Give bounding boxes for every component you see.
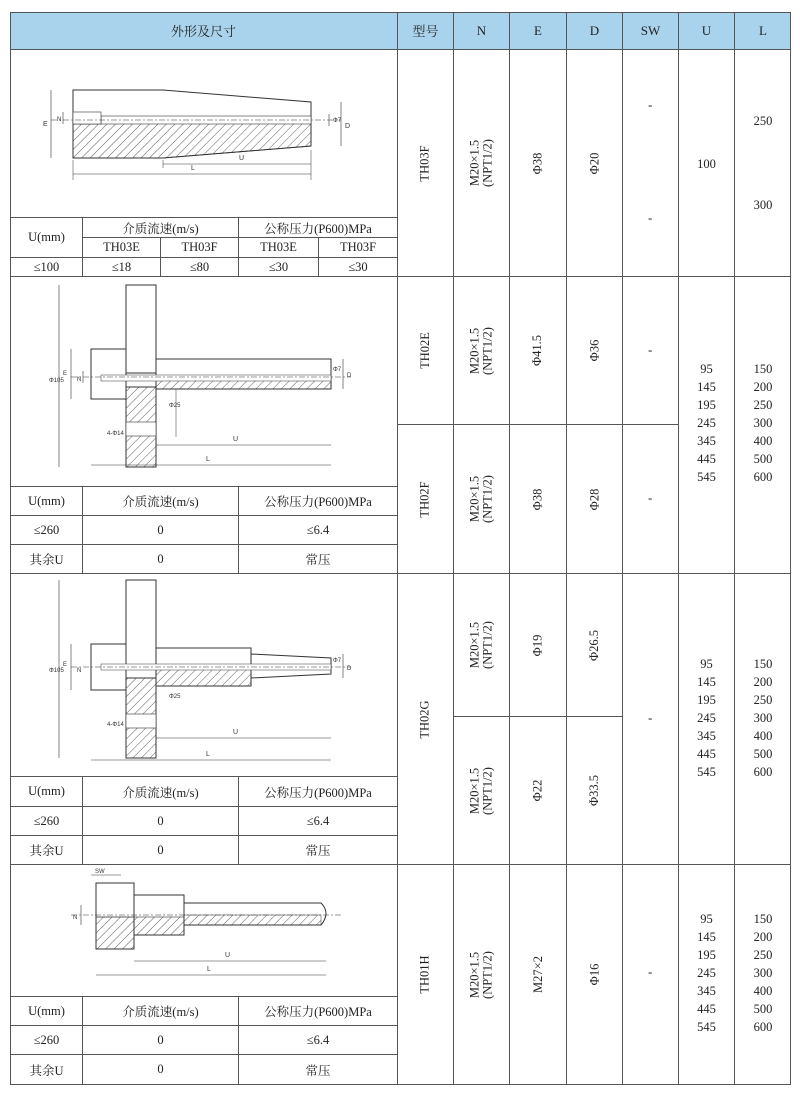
- dim-sw-label: SW: [95, 869, 105, 875]
- s3-row1-flow: 0: [157, 813, 164, 828]
- dim-l-label-2: L: [206, 456, 210, 463]
- s1-th03f-a: TH03F: [181, 240, 218, 254]
- s3-l-list: 150 200 250 300 400 500 600: [753, 657, 773, 779]
- dim-l-label: L: [191, 165, 195, 172]
- dim-u-label-2: U: [233, 436, 239, 443]
- dim-phi105-label-3: Φ105: [49, 668, 64, 674]
- dim-l-label-4: L: [207, 966, 211, 973]
- s4-row2-flow: 0: [157, 1062, 164, 1076]
- s1-l-1: 250: [753, 113, 773, 128]
- s4-l-list: 150 200 250 300 400 500 600: [753, 912, 773, 1034]
- s3-e-a: Φ19: [530, 634, 545, 656]
- s2-l-list: 150 200 250 300 400 500 600: [753, 362, 773, 484]
- th02e-th02f-drawing: [11, 277, 397, 485]
- s2-d-b: Φ28: [586, 488, 601, 510]
- s2-u-list: 95 145 195 245 345 445 545: [697, 362, 716, 484]
- s3-row2-u: 其余U: [29, 844, 64, 858]
- header-sw: SW: [623, 12, 678, 49]
- dim-phi25-label-3: Φ25: [169, 694, 181, 700]
- s4-model: TH01H: [417, 955, 432, 994]
- s4-row2-u: 其余U: [29, 1063, 64, 1078]
- s2-flow-header: 介质流速(m/s): [122, 495, 199, 509]
- s2-n-b: M20×1.5 (NPT1/2): [467, 475, 495, 523]
- s1-e: Φ38: [530, 152, 545, 174]
- s1-u: 100: [697, 156, 716, 171]
- s2-sw-a: -: [648, 342, 653, 357]
- s4-row1-u: ≤260: [33, 1032, 60, 1047]
- dim-phi14-label-3: 4-Φ14: [107, 722, 124, 728]
- s2-n-a: M20×1.5 (NPT1/2): [467, 326, 495, 375]
- dim-e-label-2: E: [63, 371, 68, 377]
- s2-d-a: Φ36: [586, 339, 601, 362]
- s3-e-b: Φ22: [530, 779, 545, 802]
- header-shape: 外形及尺寸: [10, 12, 397, 49]
- dim-phi7-label-3: Φ7: [333, 658, 342, 664]
- s2-u-mm: U(mm): [28, 493, 65, 508]
- s3-n-a: M20×1.5 (NPT1/2): [467, 621, 495, 669]
- s4-flow-header: 介质流速(m/s): [122, 1005, 199, 1019]
- s4-row2-pressure: 常压: [305, 1063, 331, 1078]
- s2-row2-pressure: 常压: [305, 553, 331, 567]
- s2-row2-u: 其余U: [29, 553, 64, 567]
- th02g-drawing: [11, 574, 397, 775]
- dim-u-label-4: U: [225, 952, 231, 959]
- header-model: 型号: [398, 12, 453, 49]
- s4-row1-pressure: ≤6.4: [306, 1032, 330, 1047]
- s4-n: M20×1.5 (NPT1/2): [467, 950, 495, 999]
- s1-row-th03e-pressure: ≤30: [268, 259, 289, 274]
- header-l: L: [735, 12, 791, 49]
- s2-e-a: Φ41.5: [530, 334, 545, 367]
- s3-u-list: 95 145 195 245 345 445 545: [697, 657, 716, 779]
- s2-model-a: TH02E: [418, 332, 432, 369]
- dim-n-label-4: N: [73, 915, 78, 921]
- s2-sw-b: -: [648, 490, 653, 505]
- s3-flow-header: 介质流速(m/s): [122, 785, 199, 800]
- s2-row1-u: ≤260: [33, 522, 60, 537]
- dim-n-label-3: N: [77, 668, 82, 674]
- s3-n-b: M20×1.5 (NPT1/2): [467, 766, 495, 815]
- s2-row1-pressure: ≤6.4: [306, 522, 330, 537]
- header-n: N: [454, 12, 509, 49]
- s1-l-2: 300: [753, 197, 773, 212]
- header-e: E: [510, 12, 566, 49]
- s3-d-a: Φ26.5: [586, 629, 601, 661]
- s1-row-th03e-flow: ≤18: [111, 259, 132, 274]
- s1-pressure-header: 公称压力(P600)MPa: [264, 221, 372, 236]
- dim-phi7-label: Φ7: [333, 118, 342, 124]
- dim-n-label-2: N: [77, 377, 82, 383]
- s1-flow-header: 介质流速(m/s): [122, 221, 199, 236]
- s4-u-list: 95 145 195 245 345 445 545: [697, 912, 716, 1034]
- dim-phi25-label: Φ25: [169, 403, 181, 409]
- s4-u-mm: U(mm): [28, 1003, 65, 1018]
- dim-phi105-label: Φ105: [49, 378, 64, 384]
- dim-e-label: E: [43, 121, 48, 128]
- s1-th03e-b: TH03E: [260, 240, 297, 254]
- s3-row1-pressure: ≤6.4: [306, 813, 330, 828]
- dim-u-label-3: U: [233, 729, 239, 736]
- s2-model-b: TH02F: [418, 480, 432, 518]
- dim-n-label: N: [57, 117, 62, 123]
- dim-e-label-3: E: [63, 662, 68, 668]
- s4-e: M27×2: [530, 956, 545, 993]
- s3-row2-pressure: 常压: [305, 844, 331, 858]
- dim-phi14-label: 4-Φ14: [107, 431, 124, 437]
- s3-sw: -: [648, 710, 653, 725]
- s3-model: TH02G: [417, 699, 432, 739]
- s3-row1-u: ≤260: [33, 813, 60, 828]
- header-u: U: [679, 12, 734, 49]
- s4-d: Φ16: [586, 963, 601, 986]
- s3-d-b: Φ33.5: [586, 774, 601, 807]
- s3-pressure-header: 公称压力(P600)MPa: [264, 785, 372, 800]
- dim-d-label-3: D: [347, 666, 352, 672]
- s4-row1-flow: 0: [157, 1032, 164, 1047]
- s2-row1-flow: 0: [157, 522, 164, 537]
- s3-row2-flow: 0: [157, 842, 164, 857]
- s3-u-mm: U(mm): [28, 784, 65, 798]
- s1-row-th03f-pressure: ≤30: [348, 259, 368, 274]
- s1-row-u: ≤100: [33, 259, 60, 274]
- s1-row-th03f-flow: ≤80: [189, 259, 210, 274]
- s4-sw: -: [648, 964, 653, 979]
- dim-u-label: U: [239, 155, 245, 162]
- s2-row2-flow: 0: [157, 551, 164, 566]
- s1-th03f-b: TH03F: [339, 240, 377, 254]
- dim-l-label-3: L: [206, 751, 210, 758]
- header-d: D: [567, 12, 622, 49]
- s1-sw-2: -: [648, 210, 653, 225]
- s1-d: Φ20: [586, 152, 601, 174]
- s2-e-b: Φ38: [530, 488, 545, 510]
- s1-sw-1: -: [648, 97, 653, 112]
- s2-pressure-header: 公称压力(P600)MPa: [264, 495, 372, 509]
- s4-pressure-header: 公称压力(P600)MPa: [264, 1005, 372, 1019]
- s1-u-mm: U(mm): [28, 229, 65, 244]
- th01h-drawing: [11, 865, 397, 995]
- dim-phi7-label-2: Φ7: [333, 367, 342, 373]
- s1-model: TH03F: [418, 144, 432, 182]
- dim-d-label-2: D: [347, 373, 352, 379]
- s1-th03e-a: TH03E: [103, 240, 140, 254]
- th03f-drawing: [11, 50, 397, 216]
- s1-n: M20×1.5 (NPT1/2): [467, 139, 495, 187]
- dim-d-label: D: [345, 123, 351, 130]
